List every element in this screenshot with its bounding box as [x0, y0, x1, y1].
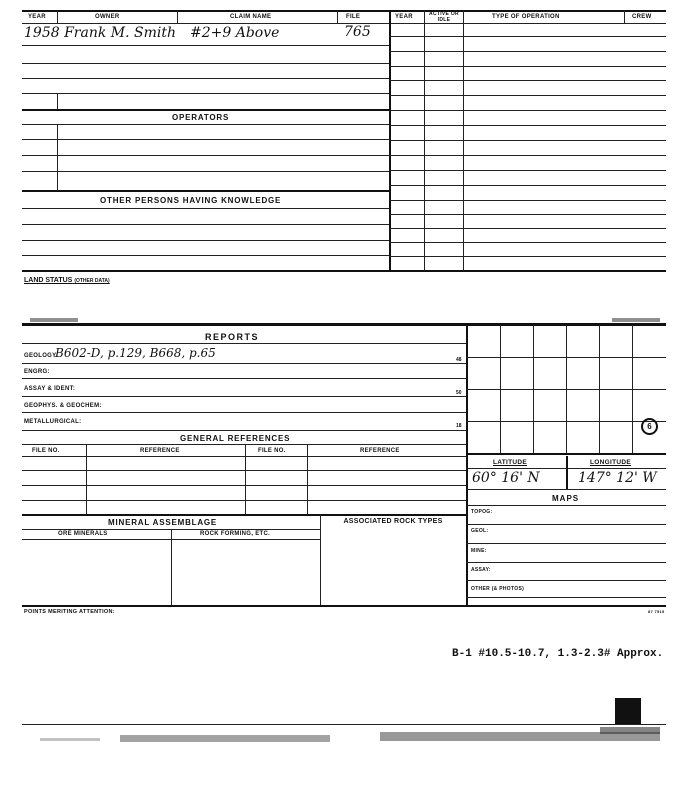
row-line [466, 580, 666, 581]
maps-mine-label: MINE: [471, 548, 487, 554]
land-status-label [24, 277, 110, 284]
row-line-right [389, 51, 666, 52]
row-line [22, 171, 389, 172]
top-table-bottom [22, 270, 666, 272]
row-line-right [389, 155, 666, 156]
row-line [466, 562, 666, 563]
row-line-right [389, 170, 666, 171]
reports-right-divider [466, 325, 468, 605]
header-year-2: YEAR [395, 14, 413, 20]
scan-smudge [120, 735, 330, 742]
header-type-of-operation: TYPE OF OPERATION [492, 14, 560, 20]
assay-ident-label: ASSAY & IDENT: [24, 386, 76, 392]
lat-long-divider [566, 456, 568, 489]
row-line-right [389, 228, 666, 229]
reports-title: REPORTS [205, 332, 260, 342]
row-line-right [389, 256, 666, 257]
associated-rock-types-label: ASSOCIATED ROCK TYPES [343, 518, 443, 525]
mineral-col-divider [171, 529, 172, 605]
row-line [22, 45, 389, 46]
header-year: YEAR [28, 14, 46, 20]
row-line [22, 208, 389, 209]
row-line-right [389, 36, 666, 37]
row-line-right [389, 66, 666, 67]
latitude-label: LATITUDE [493, 459, 528, 466]
smudge-mark [612, 318, 660, 322]
general-references-title: GENERAL REFERENCES [180, 434, 291, 443]
row-line-right [389, 80, 666, 81]
engrg-label: ENGRG: [24, 369, 50, 375]
row-line [22, 412, 466, 413]
col-divider [624, 10, 625, 24]
row-line [466, 597, 666, 598]
assay-num: 50 [456, 390, 462, 396]
row-line [22, 485, 466, 486]
col-divider [337, 10, 338, 24]
row-line [22, 240, 389, 241]
scan-smudge [40, 738, 100, 741]
geology-num: 48 [456, 357, 462, 363]
col-divider [177, 10, 178, 24]
row-line [22, 500, 466, 501]
ref-col-divider [245, 444, 246, 514]
metallurgical-num: 18 [456, 423, 462, 429]
row-line [466, 543, 666, 544]
typed-note: B-1 #10.5-10.7, 1.3-2.3# Approx. [452, 648, 664, 660]
row-line [22, 124, 389, 125]
maps-other-label: OTHER (& PHOTOS) [471, 586, 525, 592]
ref-col-divider [307, 444, 308, 514]
circle-mark-icon: 6 [641, 418, 658, 435]
header-active-idle: ACTIVE OR IDLE [429, 11, 459, 23]
row-line [22, 224, 389, 225]
row-line [22, 343, 466, 344]
claim-name-handwritten: #2+9 Above [190, 25, 280, 41]
top-border [22, 10, 666, 12]
grid-row [466, 389, 666, 390]
ref-header-reference-2: REFERENCE [360, 448, 400, 454]
col-divider [57, 124, 58, 190]
row-line [22, 255, 389, 256]
row-line-right [389, 200, 666, 201]
row-line [22, 93, 389, 94]
owner-handwritten: 1958 Frank M. Smith [24, 25, 177, 41]
metallurgical-label: METALLURGICAL: [24, 419, 82, 425]
row-line-right [389, 140, 666, 141]
ref-header-reference-1: REFERENCE [140, 448, 180, 454]
row-line [22, 78, 389, 79]
header-owner: OWNER [95, 14, 120, 20]
row-line-right [389, 125, 666, 126]
reports-top-border [22, 323, 666, 326]
row-line [22, 539, 320, 540]
row-line [22, 155, 389, 156]
land-status-text: LAND STATUS [24, 277, 73, 284]
grid-row [466, 357, 666, 358]
row-line [22, 444, 466, 445]
rock-forming-label: ROCK FORMING, ETC. [200, 531, 271, 537]
row-line-right [389, 214, 666, 215]
row-line [22, 63, 389, 64]
row-line [22, 109, 389, 111]
header-claim-name: CLAIM NAME [230, 14, 272, 20]
points-meriting-label: POINTS MERITING ATTENTION: [24, 609, 115, 615]
black-square-mark [615, 698, 641, 724]
scan-smudge [600, 727, 660, 734]
file-handwritten: 765 [344, 24, 371, 40]
header-file: FILE [346, 14, 361, 20]
maps-geol-label: GEOL: [471, 528, 489, 534]
ore-minerals-label: ORE MINERALS [58, 531, 108, 537]
row-line [22, 470, 466, 471]
grid-bottom [466, 453, 666, 455]
geology-value: B602-D, p.129, B668, p.65 [55, 346, 216, 360]
row-line-right [389, 110, 666, 111]
header-crew: CREW [632, 14, 652, 20]
maps-assay-label: ASSAY: [471, 567, 491, 573]
mineral-divider [320, 514, 321, 605]
mineral-assemblage-title: MINERAL ASSEMBLAGE [108, 518, 218, 527]
row-line-right [389, 242, 666, 243]
row-line [22, 190, 389, 192]
form-number: 87 7515 [648, 609, 665, 614]
bottom-line [22, 724, 666, 725]
longitude-value: 147° 12' W [578, 470, 657, 486]
maps-title: MAPS [552, 494, 580, 503]
row-line [22, 456, 466, 457]
ref-header-file-no-1: FILE NO. [32, 448, 60, 454]
latitude-value: 60° 16' N [472, 470, 540, 486]
ref-col-divider [86, 444, 87, 514]
row-line-right [389, 95, 666, 96]
land-status-sub: (OTHER DATA) [74, 278, 110, 284]
col-divider [57, 10, 58, 24]
row-line [466, 505, 666, 506]
row-line [22, 514, 466, 516]
ref-header-file-no-2: FILE NO. [258, 448, 286, 454]
geophys-label: GEOPHYS. & GEOCHEM: [24, 403, 102, 409]
row-line [22, 363, 466, 364]
reports-bottom-border [22, 605, 666, 607]
row-line [22, 396, 466, 397]
row-line [22, 378, 466, 379]
smudge-mark [30, 318, 78, 322]
longitude-label: LONGITUDE [590, 459, 631, 466]
row-line-right [389, 185, 666, 186]
row-line [22, 430, 466, 431]
row-line [466, 524, 666, 525]
row-line [466, 468, 666, 469]
row-line [22, 139, 389, 140]
row-line [466, 489, 666, 490]
grid-row [466, 421, 666, 422]
operators-label: OPERATORS [172, 113, 230, 122]
geology-label: GEOLOGY: [24, 353, 59, 359]
other-persons-label: OTHER PERSONS HAVING KNOWLEDGE [100, 196, 282, 205]
col-divider [57, 93, 58, 109]
maps-topog-label: TOPOG: [471, 509, 493, 515]
